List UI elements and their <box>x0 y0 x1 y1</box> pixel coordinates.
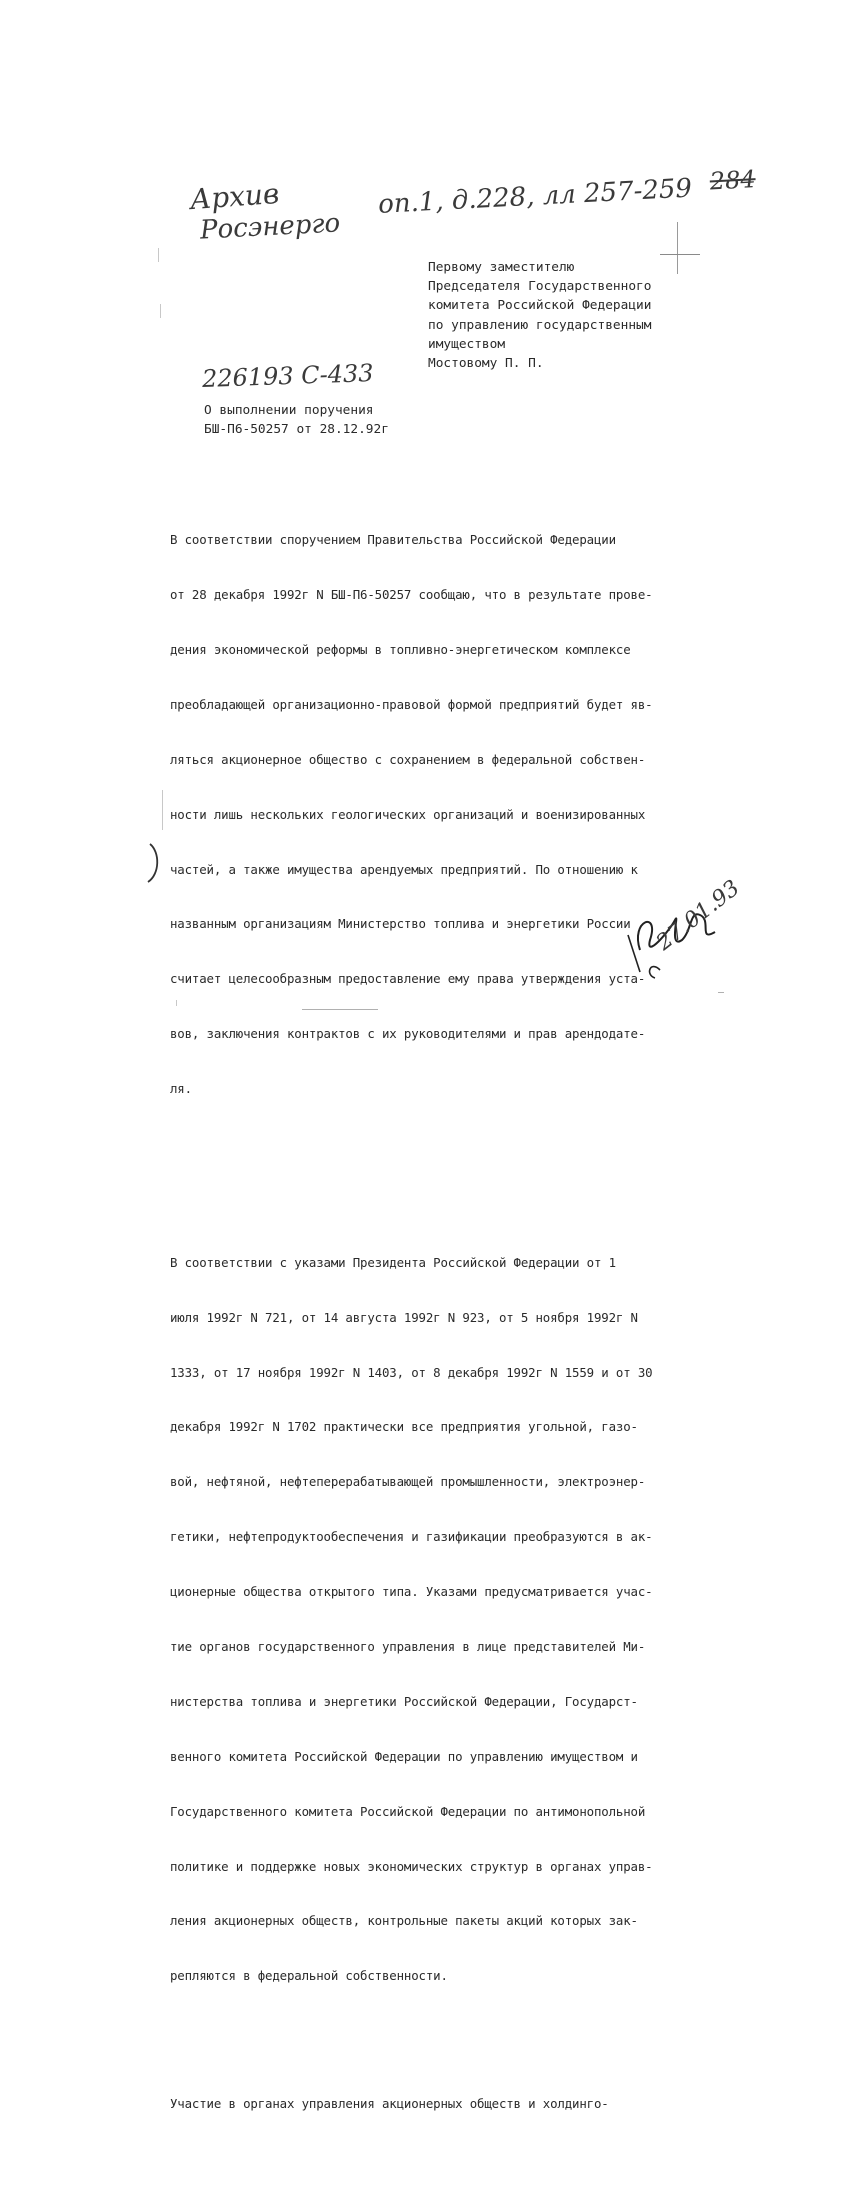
registration-mark-vertical <box>677 222 678 274</box>
margin-mark <box>176 1000 177 1006</box>
paragraph-1 <box>170 495 653 1135</box>
body-line: от 28 декабря 1992г N БШ-П6-50257 сообщаю, что в результате прове- <box>170 587 653 603</box>
body-line: вой, нефтяной, нефтеперерабатывающей промышленности, электроэнер- <box>170 1474 646 1490</box>
body-line: В соответствии споручением Правительства Российской Федерации <box>170 532 616 548</box>
body-line: считает целесообразным предоставление ему права утверждения уста- <box>170 971 646 987</box>
body-line: декабря 1992г N 1702 практически все предприятия угольной, газо- <box>170 1419 638 1435</box>
recipient-line: по управлению государственным <box>428 317 652 333</box>
body-line: ления акционерных обществ, контрольные пакеты акций которых зак- <box>170 1913 638 1929</box>
archive-reference <box>377 165 757 220</box>
body-line: репляются в федеральной собственности. <box>170 1968 448 1984</box>
recipient-block <box>428 258 651 373</box>
page-number: 284 <box>709 165 757 196</box>
subject-line: О выполнении поручения <box>204 403 374 418</box>
recipient-line: Мостовому П. П. <box>428 356 544 372</box>
body-line: дения экономической реформы в топливно-энергетическом комплексе <box>170 641 631 657</box>
recipient-line: Первому заместителю <box>428 260 575 275</box>
archive-note-line2: Росэнерго <box>199 208 341 246</box>
body-line: частей, а также имущества арендуемых предприятий. По отношению к <box>170 861 638 877</box>
letter-body <box>170 458 653 2187</box>
margin-mark <box>162 790 163 830</box>
body-line: ционерные общества открытого типа. Указами предусматривается учас- <box>170 1584 653 1600</box>
body-line: политике и поддержке новых экономических структур в органах управ- <box>170 1858 653 1874</box>
body-line: названным организациям Министерство топлива и энергетики России <box>170 916 631 932</box>
archive-reference-text: оп.1, д.228, лл 257-259 <box>377 173 693 220</box>
body-line: венного комитета Российской Федерации по управлению имуществом и <box>170 1748 638 1764</box>
body-line: Государственного комитета Российской Федерации по антимонопольной <box>170 1803 646 1819</box>
subject-line: БШ-П6-50257 от 28.12.92г <box>204 421 389 437</box>
body-line: ляться акционерное общество с сохранением в федеральной собствен- <box>170 751 646 767</box>
recipient-line: комитета Российской Федерации <box>428 298 652 314</box>
body-line: 1333, от 17 ноября 1992г N 1403, от 8 декабря 1992г N 1559 и от 30 <box>170 1364 653 1380</box>
margin-mark <box>160 304 161 318</box>
margin-mark <box>158 248 159 262</box>
archive-note-line1: Архив <box>188 176 281 217</box>
footer-rule <box>302 1009 378 1010</box>
margin-bracket-mark <box>142 840 168 886</box>
recipient-line: Председателя Государственного <box>428 279 652 295</box>
body-line: ля. <box>170 1081 192 1097</box>
body-line: Участие в органах управления акционерных обществ и холдинго- <box>170 2096 609 2112</box>
footer-rule <box>718 992 724 993</box>
body-line: В соответствии с указами Президента Российской Федерации от 1 <box>170 1254 616 1270</box>
recipient-line: имуществом <box>428 336 506 352</box>
body-line: июля 1992г N 721, от 14 августа 1992г N 923, от 5 ноября 1992г N <box>170 1309 638 1325</box>
body-line: преобладающей организационно-правовой формой предприятий будет яв- <box>170 696 653 712</box>
paragraph-3 <box>170 2059 650 2150</box>
body-line: нистерства топлива и энергетики Российской Федерации, Государст- <box>170 1693 638 1709</box>
body-line: вов, заключения контрактов с их руководителями и прав арендодате- <box>170 1026 646 1042</box>
body-line: ности лишь нескольких геологических организаций и военизированных <box>170 806 646 822</box>
signature-date: 27.01.93 <box>652 875 745 956</box>
paragraph-2 <box>170 1217 653 2022</box>
registration-number: 226193 С-433 <box>201 359 374 393</box>
body-line: гетики, нефтепродуктообеспечения и газификации преобразуются в ак- <box>170 1529 653 1545</box>
body-line: тие органов государственного управления в лице представителей Ми- <box>170 1639 646 1654</box>
subject-block <box>204 402 389 439</box>
registration-mark-horizontal <box>660 254 700 255</box>
